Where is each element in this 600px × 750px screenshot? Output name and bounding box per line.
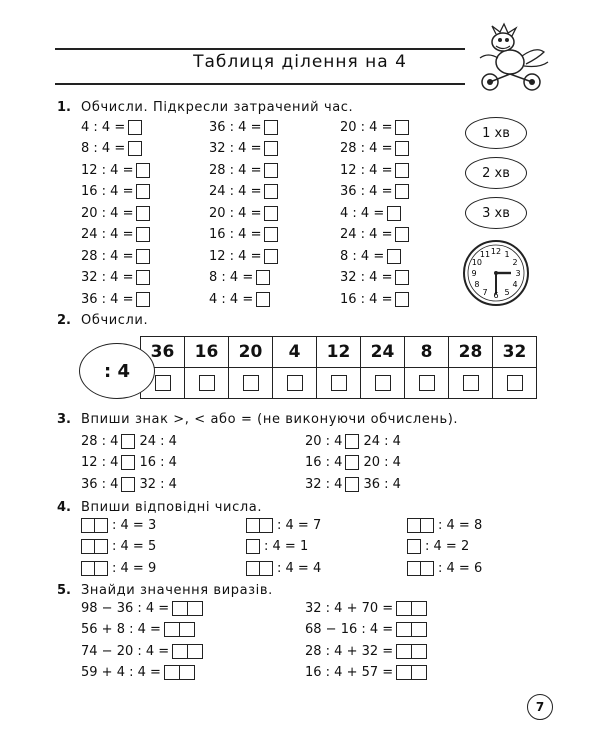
dragon-illustration: [470, 22, 555, 94]
answer-box[interactable]: [136, 270, 150, 285]
clock-number: 6: [493, 291, 499, 300]
expression-text: : 4 = 2: [425, 539, 470, 554]
digit-box[interactable]: [420, 518, 434, 533]
expression-text: 98 − 36 : 4 =: [81, 600, 170, 616]
division-expression: [209, 204, 278, 222]
expression-text: : 4 = 1: [264, 539, 309, 554]
answer-box[interactable]: [136, 292, 150, 307]
expression-text: 36 : 4 =: [81, 291, 134, 307]
exercise-4-number: 4.: [57, 500, 71, 515]
answer-box[interactable]: [395, 163, 409, 178]
clock-number: 7: [482, 288, 488, 298]
answer-boxes: [396, 644, 427, 659]
clock-number: 12: [490, 247, 502, 256]
expression-text: 36 : 4 =: [340, 184, 393, 199]
answer-box[interactable]: [136, 163, 150, 178]
table-value-cell: 20: [229, 337, 273, 368]
table-answer-box[interactable]: [199, 375, 215, 391]
digit-box[interactable]: [172, 644, 188, 659]
digit-box[interactable]: [187, 644, 203, 659]
answer-box[interactable]: [264, 120, 278, 135]
clock-number: 11: [479, 249, 491, 259]
expression-text: 16 : 4 + 57 =: [305, 665, 394, 680]
missing-number-equation: [246, 538, 308, 556]
comparison-row: [305, 454, 401, 472]
digit-box[interactable]: [94, 518, 108, 533]
clock-number: 10: [471, 258, 482, 267]
number-boxes: [407, 539, 421, 554]
division-expression: [81, 118, 142, 136]
expression-text: 4 : 4 =: [209, 291, 254, 307]
table-value-cell: 8: [405, 337, 449, 368]
digit-box[interactable]: [411, 665, 427, 680]
number-boxes: [407, 518, 434, 533]
comparison-row: [305, 475, 401, 493]
expression-text: : 4 = 4: [277, 560, 322, 576]
digit-box[interactable]: [246, 561, 260, 576]
exercise-2-number: 2.: [57, 313, 71, 328]
answer-box[interactable]: [136, 249, 150, 264]
number-boxes: [246, 518, 273, 533]
expression-text: 16 : 4: [305, 455, 343, 470]
clock-number: 5: [504, 288, 510, 298]
time-option-1[interactable]: [465, 117, 527, 149]
digit-box[interactable]: [407, 561, 421, 576]
division-expression: [340, 247, 401, 265]
time-option-3[interactable]: [465, 197, 527, 229]
expression-text: 36 : 4: [81, 476, 119, 492]
comparison-row: [305, 432, 401, 450]
expression-text: 28 : 4 =: [81, 248, 134, 264]
division-expression: [81, 161, 150, 179]
answer-box[interactable]: [264, 227, 278, 242]
division-expression: [340, 140, 409, 158]
divisor-circle: [79, 343, 155, 399]
number-boxes: [81, 539, 108, 554]
expression-text: 28 : 4: [81, 433, 119, 449]
expression-text: 8 : 4 =: [340, 248, 385, 264]
digit-box[interactable]: [179, 665, 195, 680]
table-answer-cell: [405, 368, 449, 399]
time-option-label: 2 хв: [482, 165, 510, 181]
number-boxes: [81, 561, 108, 576]
division-expression: [209, 290, 270, 308]
expression-text: 12 : 4 =: [340, 162, 393, 178]
digit-box[interactable]: [411, 622, 427, 637]
table-value-cell: 16: [185, 337, 229, 368]
table-answer-box[interactable]: [463, 375, 479, 391]
expression-row: [81, 664, 195, 682]
comparison-sign-box[interactable]: [345, 455, 359, 470]
missing-number-equation: [246, 559, 321, 577]
answer-boxes: [164, 622, 195, 637]
missing-number-equation: [81, 516, 156, 534]
table-answer-cell: [361, 368, 405, 399]
expression-text: 28 : 4 =: [340, 141, 393, 156]
table-answer-cell: [273, 368, 317, 399]
time-option-label: 3 хв: [482, 205, 510, 221]
digit-box[interactable]: [187, 601, 203, 616]
answer-box[interactable]: [395, 227, 409, 242]
answer-boxes: [164, 665, 195, 680]
division-expression: [209, 247, 278, 265]
table-value-cell: 24: [361, 337, 405, 368]
answer-box[interactable]: [395, 270, 409, 285]
number-boxes: [407, 561, 434, 576]
division-expression: [81, 290, 150, 308]
expression-text: 20 : 4 =: [209, 205, 262, 221]
exercise-4-heading: Впиши відповідні числа.: [81, 500, 263, 515]
answer-box[interactable]: [256, 292, 270, 307]
answer-boxes: [172, 644, 203, 659]
exercise-3-heading: Впиши знак >, < або = (не виконуючи обчислень).: [81, 412, 459, 427]
exercise-1-number: 1.: [57, 100, 71, 115]
expression-text: 24 : 4: [139, 433, 177, 449]
header-rule-bottom: [55, 83, 465, 85]
expression-text: 12 : 4 =: [209, 248, 262, 264]
division-expression: [340, 290, 409, 308]
missing-number-equation: [407, 516, 482, 534]
digit-box[interactable]: [94, 561, 108, 576]
division-expression: [81, 269, 150, 287]
clock-number: 8: [474, 280, 480, 289]
division-expression: [209, 183, 278, 201]
division-expression: [340, 269, 409, 287]
expression-text: 8 : 4 =: [209, 270, 254, 285]
digit-box[interactable]: [81, 539, 95, 554]
missing-number-equation: [81, 559, 156, 577]
expression-text: : 4 = 5: [112, 539, 157, 554]
table-answer-box[interactable]: [375, 375, 391, 391]
division-expression: [81, 204, 150, 222]
answer-boxes: [396, 665, 427, 680]
digit-box[interactable]: [396, 622, 412, 637]
header-rule-top: [55, 48, 465, 50]
answer-box[interactable]: [128, 141, 142, 156]
table-value-cell: 4: [273, 337, 317, 368]
expression-text: : 4 = 8: [438, 517, 483, 533]
answer-box[interactable]: [264, 141, 278, 156]
division-expression: [340, 161, 409, 179]
time-option-2[interactable]: [465, 157, 527, 189]
answer-box[interactable]: [387, 249, 401, 264]
expression-text: : 4 = 3: [112, 517, 157, 533]
comparison-row: [81, 432, 177, 450]
answer-box[interactable]: [264, 163, 278, 178]
division-expression: [340, 226, 409, 244]
table-answer-cell: [185, 368, 229, 399]
comparison-sign-box[interactable]: [345, 477, 359, 492]
expression-text: 8 : 4 =: [81, 141, 126, 156]
clock-icon: [461, 238, 531, 308]
comparison-sign-box[interactable]: [121, 455, 135, 470]
expression-text: 16 : 4 =: [81, 184, 134, 199]
number-boxes: [246, 561, 273, 576]
exercise-5-number: 5.: [57, 583, 71, 598]
table-answer-box[interactable]: [287, 375, 303, 391]
answer-box[interactable]: [264, 249, 278, 264]
table-answer-cell: [317, 368, 361, 399]
table-value-cell: 36: [141, 337, 185, 368]
expression-text: : 4 = 7: [277, 517, 322, 533]
exercise-1-heading: Обчисли. Підкресли затрачений час.: [81, 100, 354, 115]
division-expression: [340, 204, 401, 222]
expression-text: 20 : 4: [363, 455, 401, 470]
missing-number-equation: [407, 559, 482, 577]
table-answer-box[interactable]: [331, 375, 347, 391]
table-value-cell: 12: [317, 337, 361, 368]
answer-boxes: [172, 601, 203, 616]
divisor-label: : 4: [104, 360, 130, 382]
expression-text: 4 : 4 =: [81, 119, 126, 135]
clock-number: 3: [515, 269, 521, 278]
comparison-sign-box[interactable]: [121, 477, 135, 492]
division-expression: [81, 183, 150, 201]
table-answer-box[interactable]: [155, 375, 171, 391]
digit-box[interactable]: [246, 518, 260, 533]
clock-number: 1: [504, 249, 510, 259]
digit-box[interactable]: [179, 622, 195, 637]
answer-box[interactable]: [395, 141, 409, 156]
expression-text: 4 : 4 =: [340, 205, 385, 221]
division-table: [140, 336, 537, 399]
table-answer-cell: [449, 368, 493, 399]
table-answer-box[interactable]: [243, 375, 259, 391]
answer-box[interactable]: [136, 227, 150, 242]
expression-text: 36 : 4 =: [209, 119, 262, 135]
digit-box[interactable]: [259, 561, 273, 576]
expression-row: [81, 599, 203, 617]
table-answer-cell: [493, 368, 537, 399]
digit-box[interactable]: [94, 539, 108, 554]
expression-text: 32 : 4: [305, 476, 343, 492]
page-title: Таблиця ділення на 4: [193, 52, 407, 72]
expression-text: 56 + 8 : 4 =: [81, 622, 161, 637]
division-expression: [209, 140, 278, 158]
digit-box[interactable]: [259, 518, 273, 533]
expression-text: 32 : 4 =: [340, 270, 393, 285]
expression-row: [81, 621, 195, 639]
exercise-3-number: 3.: [57, 412, 71, 427]
expression-text: 12 : 4 =: [81, 162, 134, 178]
digit-box[interactable]: [246, 539, 260, 554]
table-answer-box[interactable]: [419, 375, 435, 391]
division-expression: [340, 118, 409, 136]
table-value-cell: 32: [493, 337, 537, 368]
comparison-sign-box[interactable]: [121, 434, 135, 449]
number-boxes: [81, 518, 108, 533]
time-option-label: 1 хв: [482, 125, 510, 141]
answer-boxes: [396, 622, 427, 637]
division-expression: [209, 226, 278, 244]
expression-row: [305, 621, 427, 639]
answer-box[interactable]: [395, 292, 409, 307]
answer-box[interactable]: [395, 120, 409, 135]
division-expression: [209, 161, 278, 179]
division-expression: [209, 269, 270, 287]
digit-box[interactable]: [396, 665, 412, 680]
table-answer-box[interactable]: [507, 375, 523, 391]
exercise-2-heading: Обчисли.: [81, 313, 149, 328]
expression-row: [305, 642, 427, 660]
digit-box[interactable]: [407, 518, 421, 533]
expression-text: 74 − 20 : 4 =: [81, 643, 170, 659]
expression-text: 32 : 4: [139, 476, 177, 492]
comparison-sign-box[interactable]: [345, 434, 359, 449]
expression-text: 32 : 4 =: [81, 270, 134, 285]
expression-text: 36 : 4: [363, 476, 401, 492]
answer-boxes: [396, 601, 427, 616]
division-expression: [81, 140, 142, 158]
table-answer-cell: [229, 368, 273, 399]
expression-text: 16 : 4 =: [209, 227, 262, 242]
digit-box[interactable]: [411, 644, 427, 659]
digit-box[interactable]: [81, 518, 95, 533]
comparison-row: [81, 475, 177, 493]
answer-box[interactable]: [256, 270, 270, 285]
answer-box[interactable]: [264, 184, 278, 199]
expression-text: : 4 = 9: [112, 560, 157, 576]
digit-box[interactable]: [164, 665, 180, 680]
division-expression: [340, 183, 409, 201]
table-value-cell: 28: [449, 337, 493, 368]
digit-box[interactable]: [396, 601, 412, 616]
answer-box[interactable]: [136, 184, 150, 199]
expression-text: 24 : 4 =: [209, 184, 262, 199]
comparison-row: [81, 454, 177, 472]
answer-box[interactable]: [128, 120, 142, 135]
digit-box[interactable]: [420, 561, 434, 576]
number-boxes: [246, 539, 260, 554]
digit-box[interactable]: [396, 644, 412, 659]
answer-box[interactable]: [136, 206, 150, 221]
expression-text: : 4 = 6: [438, 560, 483, 576]
expression-text: 24 : 4: [363, 433, 401, 449]
digit-box[interactable]: [407, 539, 421, 554]
exercise-5-heading: Знайди значення виразів.: [81, 583, 273, 598]
expression-text: 24 : 4 =: [340, 227, 393, 242]
division-expression: [81, 247, 150, 265]
missing-number-equation: [407, 538, 469, 556]
clock-number: 4: [512, 280, 518, 289]
digit-box[interactable]: [411, 601, 427, 616]
expression-text: 28 : 4 + 32 =: [305, 643, 394, 659]
expression-text: 68 − 16 : 4 =: [305, 622, 394, 637]
answer-box[interactable]: [387, 206, 401, 221]
expression-text: 24 : 4 =: [81, 227, 134, 242]
expression-text: 20 : 4: [305, 433, 343, 449]
expression-row: [305, 664, 427, 682]
clock-number: 2: [512, 258, 518, 267]
digit-box[interactable]: [81, 561, 95, 576]
expression-text: 59 + 4 : 4 =: [81, 665, 161, 680]
expression-text: 12 : 4: [81, 455, 119, 470]
division-expression: [81, 226, 150, 244]
page-number: 7: [527, 694, 553, 720]
digit-box[interactable]: [172, 601, 188, 616]
expression-text: 16 : 4 =: [340, 291, 393, 307]
expression-text: 32 : 4 =: [209, 141, 262, 156]
missing-number-equation: [81, 538, 156, 556]
expression-text: 20 : 4 =: [81, 205, 134, 221]
expression-text: 20 : 4 =: [340, 119, 393, 135]
division-expression: [209, 118, 278, 136]
answer-box[interactable]: [264, 206, 278, 221]
expression-text: 32 : 4 + 70 =: [305, 600, 394, 616]
clock-number: 9: [471, 269, 477, 278]
missing-number-equation: [246, 516, 321, 534]
answer-box[interactable]: [395, 184, 409, 199]
expression-text: 28 : 4 =: [209, 162, 262, 178]
expression-row: [305, 599, 427, 617]
digit-box[interactable]: [164, 622, 180, 637]
expression-row: [81, 642, 203, 660]
expression-text: 16 : 4: [139, 455, 177, 470]
